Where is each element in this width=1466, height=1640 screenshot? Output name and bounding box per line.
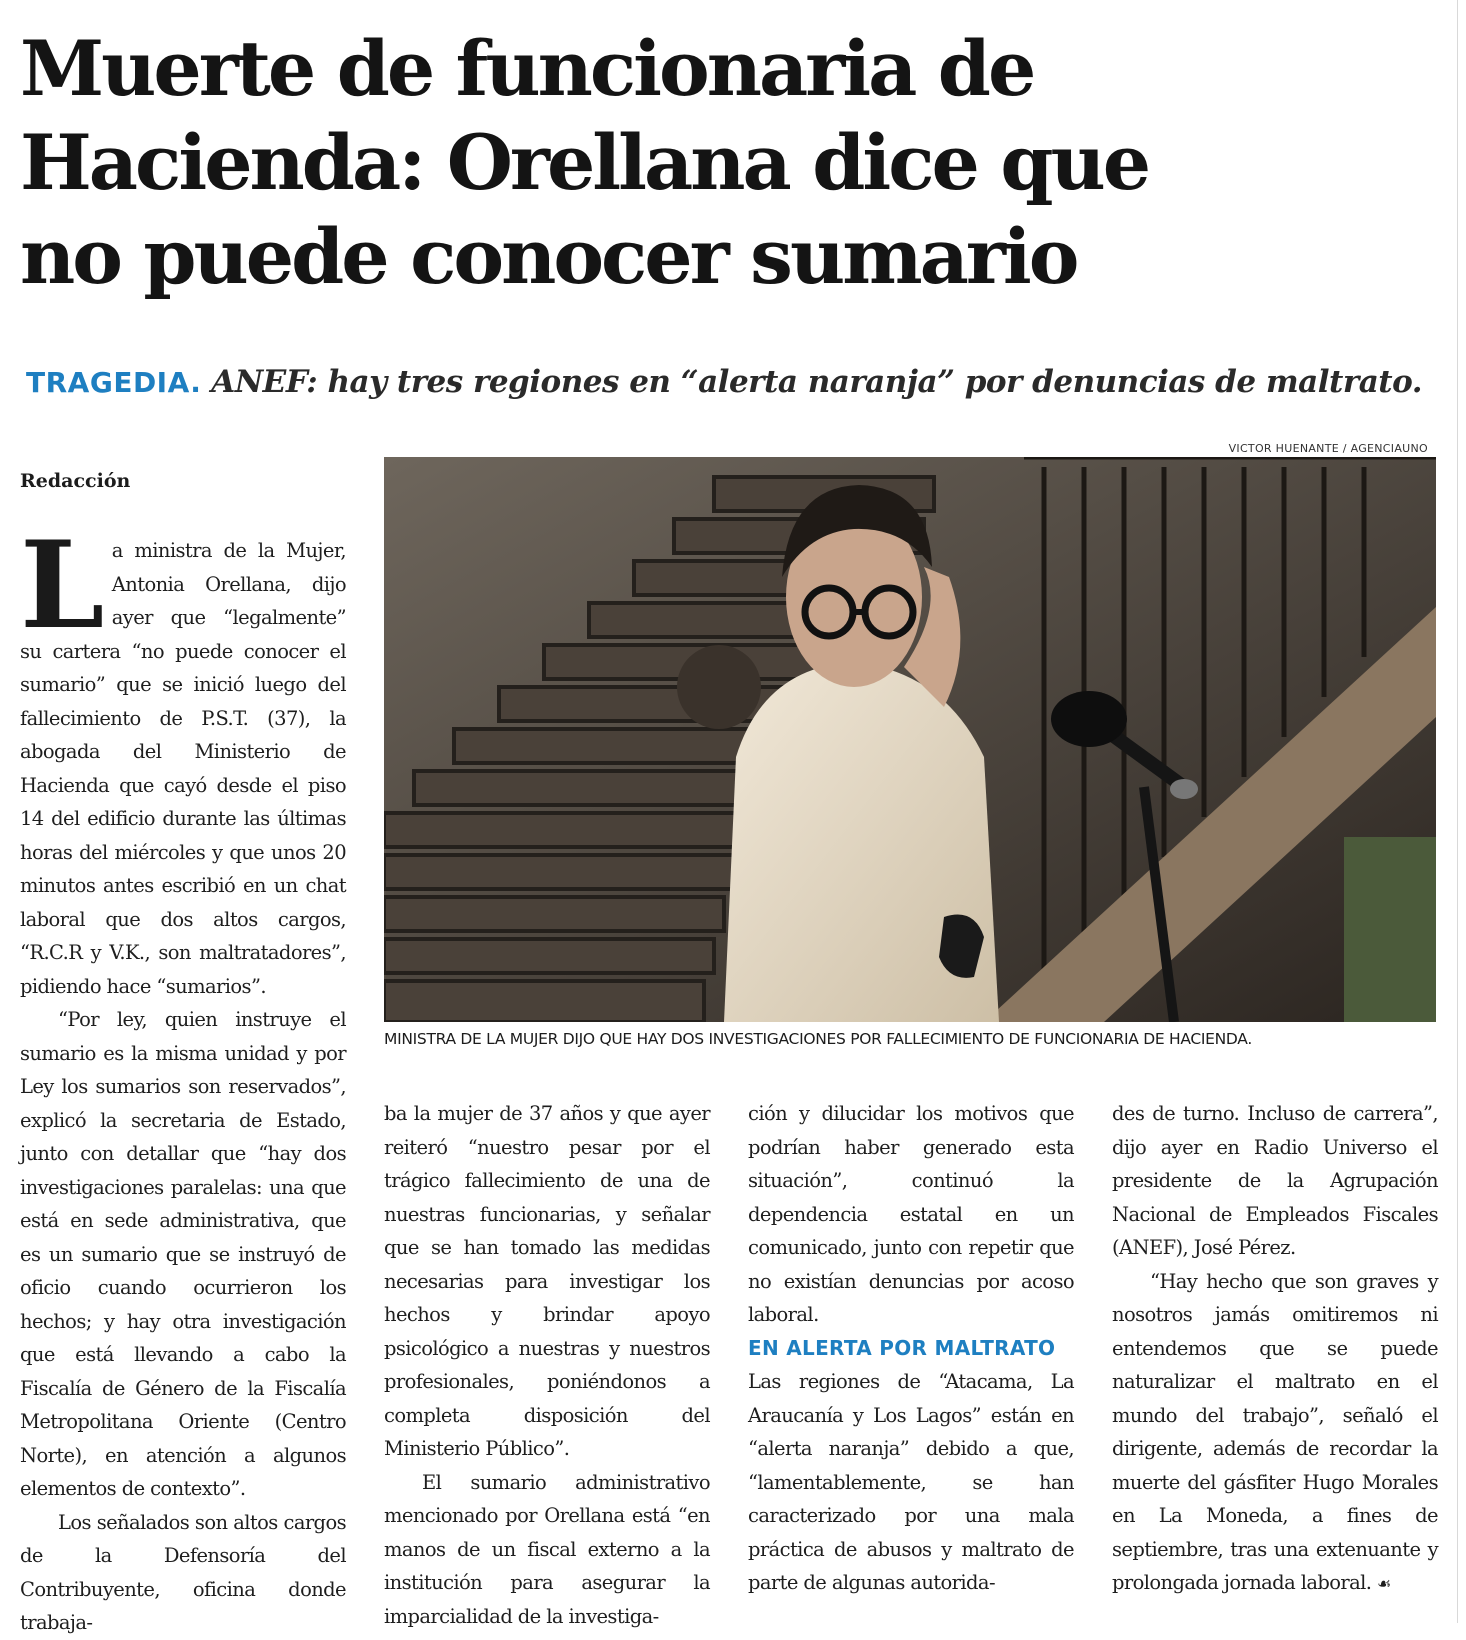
article-column-2 [384, 1097, 710, 1633]
deck [26, 362, 1446, 403]
headline-line: no puede conocer sumario [20, 212, 1077, 301]
article-column-3 [748, 1097, 1074, 1600]
body-paragraph: El sumario administrativo mencionado por Orellana está “en manos de un fiscal externo a la institución para asegurar la imparcialidad de la investiga- [384, 1470, 710, 1628]
body-paragraph: Las regiones de “Atacama, La Araucanía y Los Lagos” están en “alerta naranja” debido a que, “lamentablemente, se han caracterizado por una mala práctica de abusos y maltrato de parte de algunas autorida- [748, 1370, 1074, 1594]
article-column-4 [1112, 1097, 1438, 1601]
body-paragraph: ción y dilucidar los motivos que podrían haber generado esta situación”, continuó la dependencia estatal en un comunicado, junto con repetir que no existían denuncias por acoso laboral. [748, 1102, 1074, 1326]
body-paragraph [1112, 1265, 1438, 1601]
plant [1344, 837, 1436, 1022]
section-subhead: EN ALERTA POR MALTRATO [748, 1335, 1056, 1360]
headline-line: Muerte de funcionaria de [20, 24, 1034, 113]
headline-line: Hacienda: Orellana dice que [20, 118, 1149, 207]
article-photo [384, 457, 1436, 1022]
body-paragraph: ba la mujer de 37 años y que ayer reiteró “nuestro pesar por el trágico fallecimiento de una de nuestras funcionarias, y señalar que se han tomado las medidas necesarias para investigar los hechos y brindar apoyo psicológico a nuestras y nuestros profesionales, poniéndonos a completa disposición del Ministerio Público”. [384, 1102, 710, 1460]
headline [20, 22, 1440, 304]
byline: Redacción [20, 470, 131, 492]
photo-credit: VICTOR HUENANTE / AGENCIAUNO [1228, 442, 1428, 455]
paragraph-text: “Hay hecho que son graves y nosotros jamás omitiremos ni entendemos que se puede naturalizar el maltrato en el mundo del trabajo”, señaló el dirigente, además de recordar la muerte del gásfiter Hugo Morales en La Moneda, a fines de septiembre, tras una extenuante y prolongada jornada laboral. [1112, 1269, 1438, 1594]
paragraph-text: a ministra de la Mujer, Antonia Orellana, dijo ayer que “legalmente” su cartera “no puede conocer el sumario” que se inició luego del fallecimiento de P.S.T. (37), la abogada del Ministerio de Hacienda que cayó desde el piso 14 del edificio durante las últimas horas del miércoles y que unos 20 minutos antes escribió en un chat laboral que dos altos cargos, “R.C.R y V.K., son maltratadores”, pidiendo hace “sumarios”. [20, 539, 346, 998]
body-paragraph [20, 515, 346, 1003]
page-edge-rule [1457, 0, 1458, 1623]
newel-ball [677, 645, 761, 729]
photo-illustration [384, 457, 1436, 1022]
article-column-1 [20, 515, 346, 1640]
end-of-article-icon: ☙ [1376, 1574, 1391, 1593]
photo-caption: MINISTRA DE LA MUJER DIJO QUE HAY DOS INVESTIGACIONES POR FALLECIMIENTO DE FUNCIONARIA DE HACIENDA. [384, 1030, 1252, 1048]
body-paragraph: Los señalados son altos cargos de la Defensoría del Contribuyente, oficina donde trabaja- [20, 1510, 346, 1634]
body-paragraph: “Por ley, quien instruye el sumario es la misma unidad y por Ley los sumarios son reservados”, explicó la secretaria de Estado, junto con detallar que “hay dos investigaciones paralelas: una que está en sede administrativa, que es un sumario que se instruyó de oficio cuando ocurrieron los hechos; y hay otra investigación que está llevando a cabo la Fiscalía de Género de la Fiscalía Metropolitana Oriente (Centro Norte), en atención a algunos elementos de contexto”. [20, 1008, 346, 1500]
kicker-label: TRAGEDIA. [26, 366, 202, 399]
deck-text: ANEF: hay tres regiones en “alerta naranja” por denuncias de maltrato. [211, 364, 1423, 400]
body-paragraph: des de turno. Incluso de carrera”, dijo ayer en Radio Universo el presidente de la Agrupación Nacional de Empleados Fiscales (ANEF), José Pérez. [1112, 1102, 1438, 1259]
drop-cap: L [20, 515, 104, 656]
